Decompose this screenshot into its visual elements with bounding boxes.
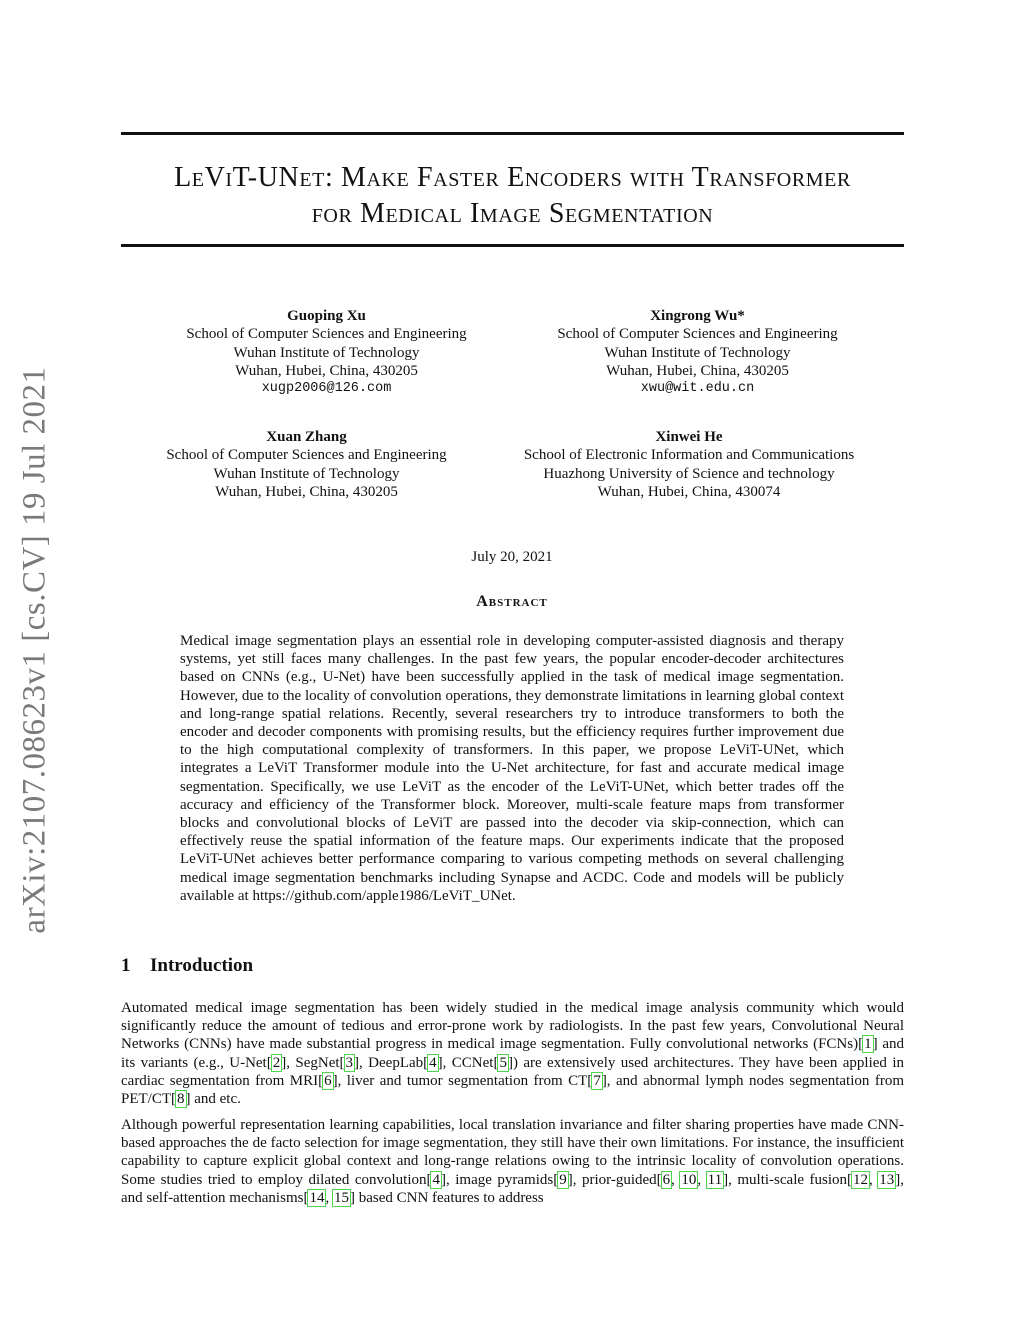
author-department: School of Computer Sciences and Engineering [557,326,838,343]
arxiv-identifier-stamp: arXiv:2107.08623v1 [cs.CV] 19 Jul 2021 [16,366,53,934]
paragraph-text: Although powerful representation learning capabilities, local translation invariance and filter sharing properties have made CNN-based approaches the de facto selection for image segmentation, they still have their own limitations. For instance, the insufficient capability to capture explicit global context and long-range relations owing to the intrinsic locality of convolution operations. Some studies tried to employ dilated convolution[ [121,1117,904,1188]
author-name: Xinwei He [655,429,723,445]
author-institution: Wuhan Institute of Technology [213,465,400,482]
citation-link[interactable]: 9 [559,1171,567,1188]
citation-link[interactable]: 3 [345,1054,354,1071]
citation-separator: , [869,1171,879,1188]
paragraph-text: ] and etc. [185,1091,241,1108]
citation-link[interactable]: 4 [429,1054,437,1071]
intro-paragraph-2 [121,1116,904,1207]
title-top-rule [121,132,904,135]
paper-title [121,160,904,232]
author-department: School of Computer Sciences and Engineering [186,326,467,343]
author-block-2 [531,307,864,398]
paper-title-line-1: LeViT-UNet: Make Faster Encoders with Transformer [174,162,851,193]
paragraph-text: ], and self-attention mechanisms[ [121,1171,905,1206]
author-department: School of Computer Sciences and Engineering [166,447,447,464]
author-institution: Wuhan Institute of Technology [233,344,420,361]
author-address: Wuhan, Hubei, China, 430205 [606,362,789,379]
paragraph-text: ]) are extensively used architectures. They have been applied in cardiac segmentation from MRI[ [121,1054,904,1089]
citation-link[interactable]: 5 [499,1054,507,1071]
paragraph-text: ], DeepLab[ [354,1054,429,1071]
section-number: 1 [121,955,131,976]
paragraph-text: ], liver and tumor segmentation from CT[ [332,1072,593,1089]
publication-date: July 20, 2021 [471,549,553,565]
citation-link[interactable]: 6 [324,1072,332,1089]
paper-title-line-2: for Medical Image Segmentation [311,198,714,229]
author-name: Xingrong Wu* [650,308,745,324]
paragraph-text: Automated medical image segmentation has been widely studied in the medical image analysis community which would significantly reduce the amount of tedious and error-prone work by radiologists. In the past few years, Convolutional Neural Networks (CNNs) have made substantial progress in medical image segmentation. Fully convolutional networks (FCNs)[ [121,1000,904,1053]
section-heading [121,955,253,977]
author-name: Guoping Xu [287,308,366,324]
paragraph-text: ], prior-guided[ [567,1171,662,1188]
citation-link[interactable]: 8 [177,1091,185,1108]
citation-link[interactable]: 4 [432,1171,440,1188]
paragraph-text: ], SegNet[ [281,1054,345,1071]
author-block-4 [489,428,889,501]
section-title: Introduction [150,955,254,976]
citation-link[interactable]: 10 [681,1171,697,1188]
author-name: Xuan Zhang [266,429,347,445]
intro-paragraph-1 [121,999,904,1108]
citation-link[interactable]: 11 [707,1171,723,1188]
author-address: Wuhan, Hubei, China, 430205 [215,483,398,500]
citation-link[interactable]: 6 [662,1171,671,1188]
author-email[interactable]: xugp2006@126.com [261,381,392,397]
author-block-3 [140,428,473,501]
abstract-body: Medical image segmentation plays an essential role in developing computer-assisted diagnosis and therapy systems, yet still faces many challenges. In the past few years, the popular encoder-decoder architectures based on CNNs (e.g., U-Net) have been successfully applied in the task of medical image segmentation. However, due to the locality of convolution operations, they demonstrate limitations in learning global context and long-range spatial relations. Recently, several researchers try to introduce transformers to both the encoder and decoder components with promising results, but the efficiency requires further improvement due to the high computational complexity of transformers. In this paper, we propose LeViT-UNet, which integrates a LeViT Transformer module into the U-Net architecture, for fast and accurate medical image segmentation. Specifically, we use LeViT as the encoder of the LeViT-UNet, which better trades off the accuracy and efficiency of the Transformer block. Moreover, multi-scale feature maps from transformer blocks and convolutional blocks of LeViT are passed into the decoder via skip-connection, which can effectively reuse the spatial information of the feature maps. Our experiments indicate that the proposed LeViT-UNet achieves better performance comparing to various competing methods on several challenging medical image segmentation benchmarks including Synapse and ACDC. Code and models will be publicly available at https://github.com/apple1986/LeViT_UNet. [180,633,844,904]
paragraph-text: ] based CNN features to address [349,1189,544,1206]
citation-link[interactable]: 13 [879,1171,895,1188]
citation-separator: , [697,1171,707,1188]
citation-link[interactable]: 2 [272,1054,281,1071]
paragraph-text: ], and abnormal lymph nodes segmentation from PET/CT[ [121,1072,904,1108]
author-address: Wuhan, Hubei, China, 430205 [235,362,418,379]
paragraph-text: ] and its variants (e.g., U-Net[ [121,1036,905,1071]
citation-link[interactable]: 7 [593,1072,601,1089]
citation-separator: , [671,1171,681,1188]
citation-link[interactable]: 12 [853,1171,869,1188]
abstract-heading: Abstract [476,593,548,610]
citation-separator: , [325,1189,333,1206]
paragraph-text: ], image pyramids[ [440,1171,559,1188]
title-bottom-rule [121,244,904,247]
citation-link[interactable]: 14 [309,1189,325,1206]
paragraph-text: ], multi-scale fusion[ [723,1171,853,1188]
author-block-1 [160,307,493,398]
author-institution: Wuhan Institute of Technology [604,344,791,361]
author-email[interactable]: xwu@wit.edu.cn [640,381,755,397]
author-department: School of Electronic Information and Communications [523,447,855,464]
author-address: Wuhan, Hubei, China, 430074 [597,483,781,500]
citation-link[interactable]: 1 [864,1036,872,1053]
paragraph-text: ], CCNet[ [437,1054,499,1071]
author-institution: Huazhong University of Science and technology [543,465,835,482]
citation-link[interactable]: 15 [333,1189,349,1206]
